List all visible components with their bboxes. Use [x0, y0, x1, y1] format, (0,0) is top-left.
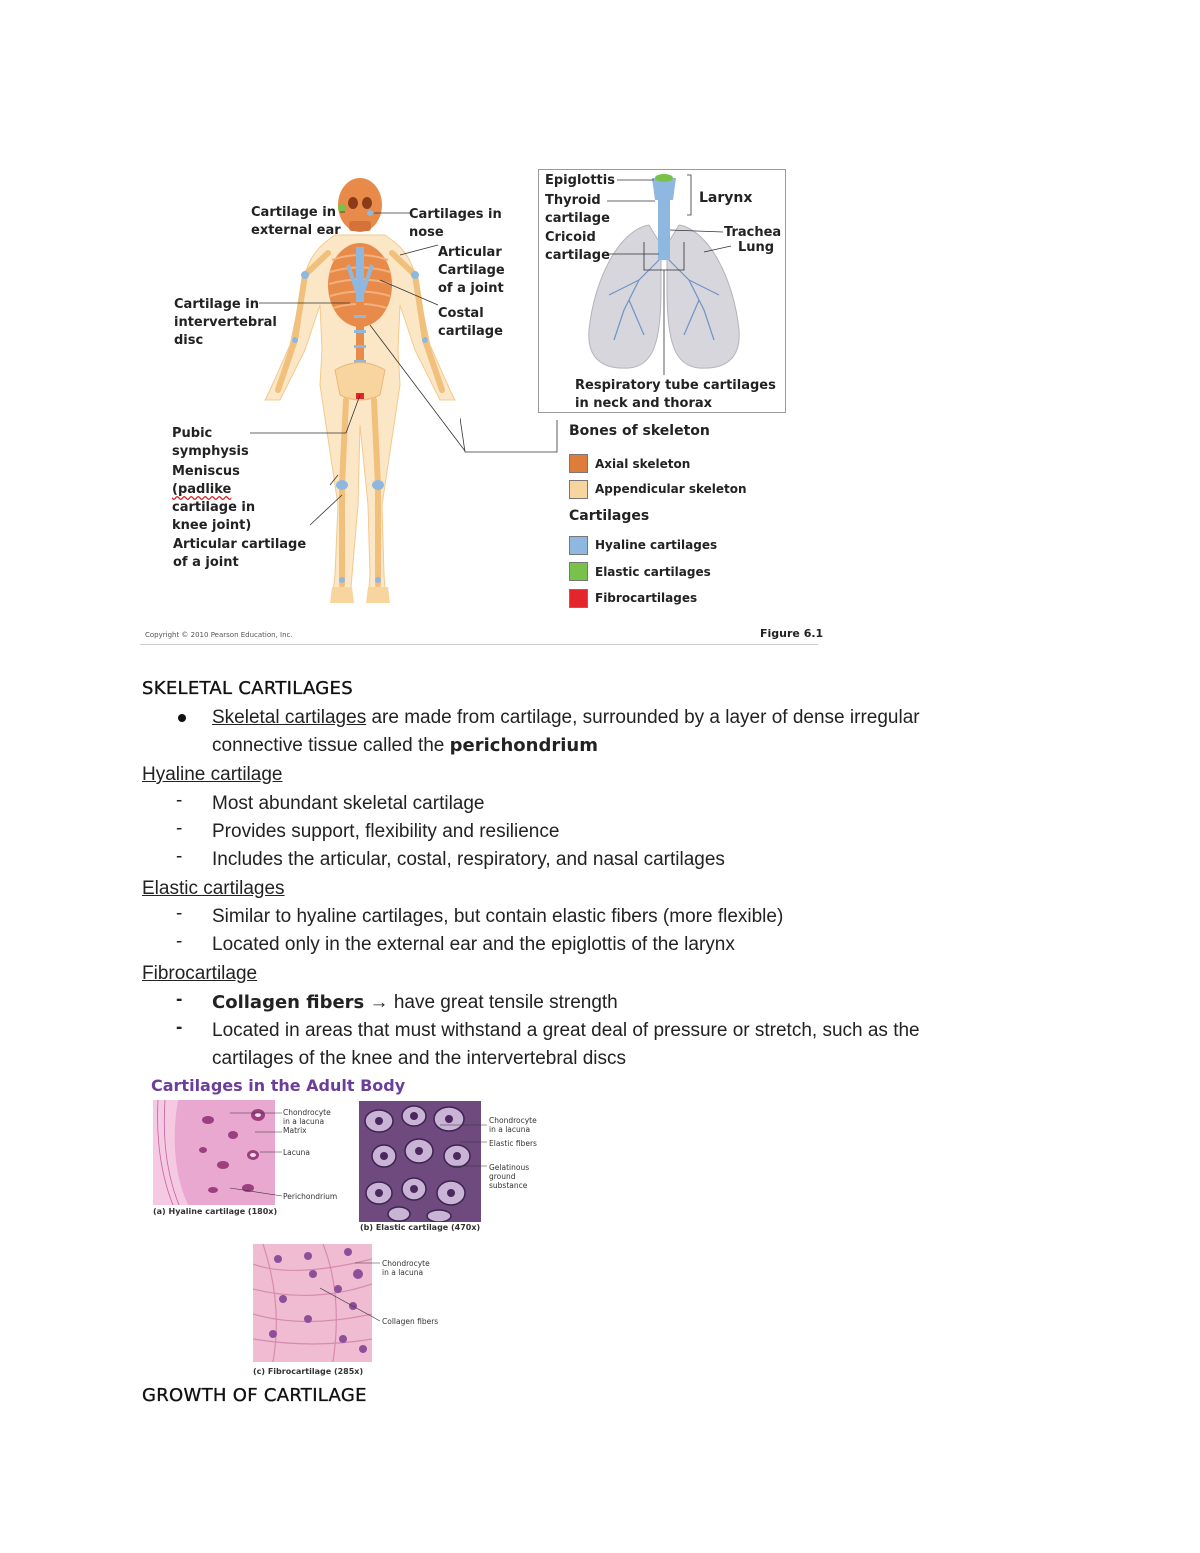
figure-label: Figure 6.1 [760, 627, 824, 640]
fibro-caption: (c) Fibrocartilage (285x) [253, 1367, 364, 1376]
label-larynx: Larynx [699, 190, 753, 206]
legend-bones-title: Bones of skeleton [569, 423, 710, 439]
hyaline-item-1: Most abundant skeletal cartilage [212, 793, 485, 814]
label-cartilage-ext-ear: Cartilage in external ear [251, 205, 341, 238]
dash: - [176, 931, 183, 952]
hyaline-subtitle: Hyaline cartilage [142, 764, 283, 785]
label-intervertebral-disc: Cartilage in intervertebral disc [174, 297, 277, 348]
elastic-subtitle: Elastic cartilages [142, 878, 285, 899]
elastic-item-1: Similar to hyaline cartilages, but contain elastic fibers (more flexible) [212, 906, 784, 927]
elastic-item-2: Located only in the external ear and the epiglottis of the larynx [212, 934, 735, 955]
hyaline-label-perichondrium: Perichondrium [283, 1192, 338, 1201]
elastic-leaders [440, 1120, 490, 1180]
section-growth-title: GROWTH OF CARTILAGE [142, 1385, 367, 1406]
elastic-label-ground: Gelatinous ground substance [489, 1163, 530, 1190]
section-title: SKELETAL CARTILAGES [142, 678, 353, 699]
elastic-label-chondrocyte: Chondrocyte in a lacuna [489, 1116, 537, 1134]
legend-leader-line [460, 410, 570, 460]
label-pubic-symphysis: Pubic symphysis [172, 426, 249, 459]
label-cartilages-nose: Cartilages in nose [409, 207, 502, 240]
label-articular-cartilage-2: Articular cartilage of a joint [173, 537, 307, 570]
fibro-label-chondrocyte: Chondrocyte in a lacuna [382, 1259, 430, 1277]
legend-appendicular: Appendicular skeleton [595, 482, 747, 496]
label-costal-cartilage: Costal cartilage [438, 306, 503, 339]
hyaline-label-lacuna: Lacuna [283, 1148, 311, 1157]
fibro-item-2-line-2: cartilages of the knee and the intervertebral discs [212, 1048, 627, 1069]
hyaline-caption: (a) Hyaline cartilage (180x) [153, 1207, 278, 1216]
label-respiratory-tube: Respiratory tube cartilages in neck and thorax [575, 378, 776, 411]
fibro-item-1: Collagen fibers → have great tensile strength [212, 992, 618, 1013]
legend-swatch-appendicular [569, 480, 588, 499]
legend-swatch-fibro [569, 589, 588, 608]
dash: - [176, 903, 183, 924]
label-thyroid-cartilage: Thyroid cartilage [545, 193, 610, 226]
label-lung: Lung [738, 240, 775, 255]
hyaline-item-3: Includes the articular, costal, respiratory, and nasal cartilages [212, 849, 725, 870]
fibro-label-collagen: Collagen fibers [382, 1317, 439, 1326]
label-articular-cartilage: Articular Cartilage of a joint [438, 245, 505, 296]
legend-swatch-hyaline [569, 536, 588, 555]
legend-hyaline: Hyaline cartilages [595, 538, 718, 552]
dash: - [176, 989, 183, 1010]
dash: - [176, 818, 183, 839]
fibro-item-2-line-1: Located in areas that must withstand a great deal of pressure or stretch, such as the [212, 1020, 920, 1041]
legend-cartilages-title: Cartilages [569, 508, 650, 524]
respiratory-inset [538, 169, 786, 413]
legend-fibro: Fibrocartilages [595, 591, 698, 605]
fibro-leaders [320, 1258, 385, 1328]
bullet-line-2: connective tissue called the perichondrium [212, 735, 598, 756]
legend-elastic: Elastic cartilages [595, 565, 711, 579]
bullet-dot [178, 714, 186, 722]
hyaline-item-2: Provides support, flexibility and resilience [212, 821, 560, 842]
dash: - [176, 790, 183, 811]
dash: - [176, 846, 183, 867]
elastic-caption: (b) Elastic cartilage (470x) [360, 1223, 481, 1232]
fibro-subtitle: Fibrocartilage [142, 963, 258, 984]
bullet-line-1: Skeletal cartilages are made from cartilage, surrounded by a layer of dense irregular [212, 707, 920, 728]
legend-axial: Axial skeleton [595, 457, 691, 471]
label-epiglottis: Epiglottis [545, 173, 615, 188]
legend-swatch-axial [569, 454, 588, 473]
legend-swatch-elastic [569, 562, 588, 581]
elastic-label-fibers: Elastic fibers [489, 1139, 537, 1148]
label-meniscus: Meniscus (padlike cartilage in knee joint) [172, 464, 256, 533]
copyright-text: Copyright © 2010 Pearson Education, Inc. [145, 631, 293, 639]
adult-body-title: Cartilages in the Adult Body [151, 1076, 406, 1095]
hyaline-leaders [230, 1110, 290, 1200]
figure-divider [140, 644, 818, 645]
label-trachea: Trachea [724, 225, 782, 240]
label-cricoid-cartilage: Cricoid cartilage [545, 230, 610, 263]
hyaline-label-chondrocyte: Chondrocyte in a lacuna Matrix [283, 1108, 331, 1135]
dash: - [176, 1017, 183, 1038]
